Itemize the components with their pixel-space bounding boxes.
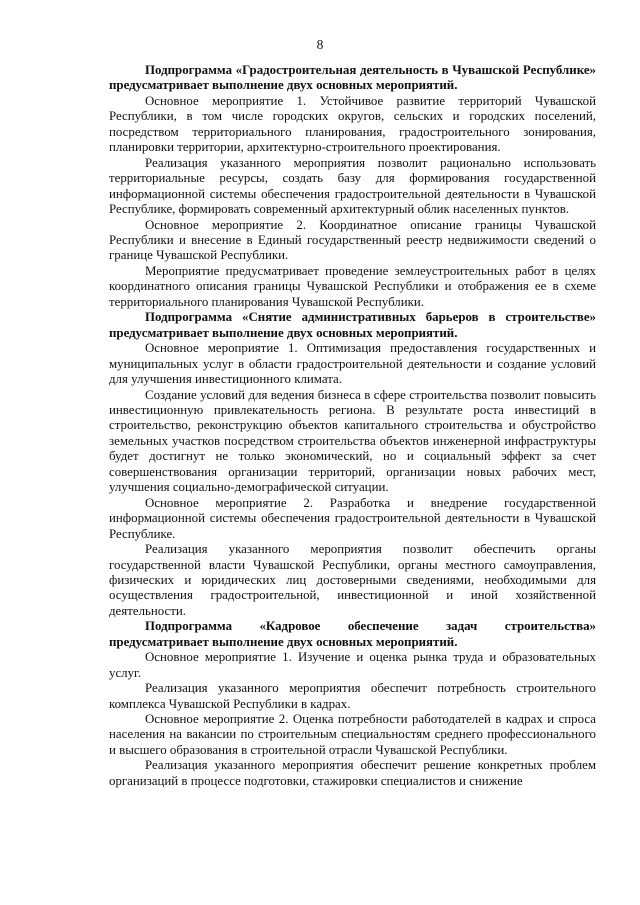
- paragraph: Основное мероприятие 2. Координатное описание границы Чувашской Республики и внесение в Единый государственный реестр недвижимости сведений о границе Чувашской Республики.: [109, 217, 596, 263]
- paragraph: Реализация указанного мероприятия позволит рационально использовать территориальные ресурсы, создать базу для формирования государственной информационной системы обеспечения градостроительной деятельности в Чувашской Республике, формировать современный архитектурный облик населенных пунктов.: [109, 155, 596, 217]
- paragraph: Реализация указанного мероприятия обеспечит потребность строительного комплекса Чувашской Республики в кадрах.: [109, 681, 596, 711]
- subprogram-heading: Подпрограмма «Снятие административных барьеров в строительстве» предусматривает выполнение двух основных мероприятий.: [109, 310, 596, 340]
- subprogram-heading: Подпрограмма «Градостроительная деятельность в Чувашской Республике» предусматривает выполнение двух основных мероприятий.: [109, 63, 596, 93]
- page-number: 8: [316, 37, 324, 52]
- paragraph: Реализация указанного мероприятия позволит обеспечить органы государственной власти Чувашской Республики, органы местного самоуправления, физических и юридических лиц достоверными сведениями, необходимыми для осуществления градостроительной, инвестиционной и иной хозяйственной деятельности.: [109, 542, 596, 618]
- subprogram-heading: Подпрограмма «Кадровое обеспечение задач строительства» предусматривает выполнение двух основных мероприятий.: [109, 619, 596, 649]
- paragraph: Реализация указанного мероприятия обеспечит решение конкретных проблем организаций в процессе подготовки, стажировки специалистов и снижение: [109, 758, 596, 788]
- paragraph: Основное мероприятие 2. Разработка и внедрение государственной информационной системы обеспечения градостроительной деятельности в Чувашской Республике.: [109, 495, 596, 541]
- document-body: [109, 63, 596, 789]
- paragraph: Мероприятие предусматривает проведение землеустроительных работ в целях координатного описания границы Чувашской Республики и отображения ее в схеме территориального планирования Чувашской Республики.: [109, 263, 596, 309]
- paragraph: Основное мероприятие 1. Оптимизация предоставления государственных и муниципальных услуг в области градостроительной деятельности и создание условий для улучшения инвестиционного климата.: [109, 341, 596, 387]
- paragraph: Основное мероприятие 2. Оценка потребности работодателей в кадрах и спроса населения на вакансии по строительным специальностям среднего профессионального и высшего образования в строительной отрасли Чувашской Республики.: [109, 712, 596, 757]
- paragraph: Основное мероприятие 1. Изучение и оценка рынка труда и образовательных услуг.: [109, 650, 596, 680]
- paragraph: Основное мероприятие 1. Устойчивое развитие территорий Чувашской Республики, в том числе городских округов, сельских и городских поселений, посредством территориального планирования, градостроительного зонирования, планировки территории, архитектурно-строительного проектирования.: [109, 93, 596, 155]
- paragraph: Создание условий для ведения бизнеса в сфере строительства позволит повысить инвестиционную привлекательность региона. В результате роста инвестиций в строительство, реконструкцию объектов капитального строительства и обустройство земельных участков посредством строительства объектов инженерной инфраструктуры будет достигнут не только экономический, но и социальный эффект за счет совершенствования организации территорий, организации новых рабочих мест, улучшения социально-демографической ситуации.: [109, 387, 596, 495]
